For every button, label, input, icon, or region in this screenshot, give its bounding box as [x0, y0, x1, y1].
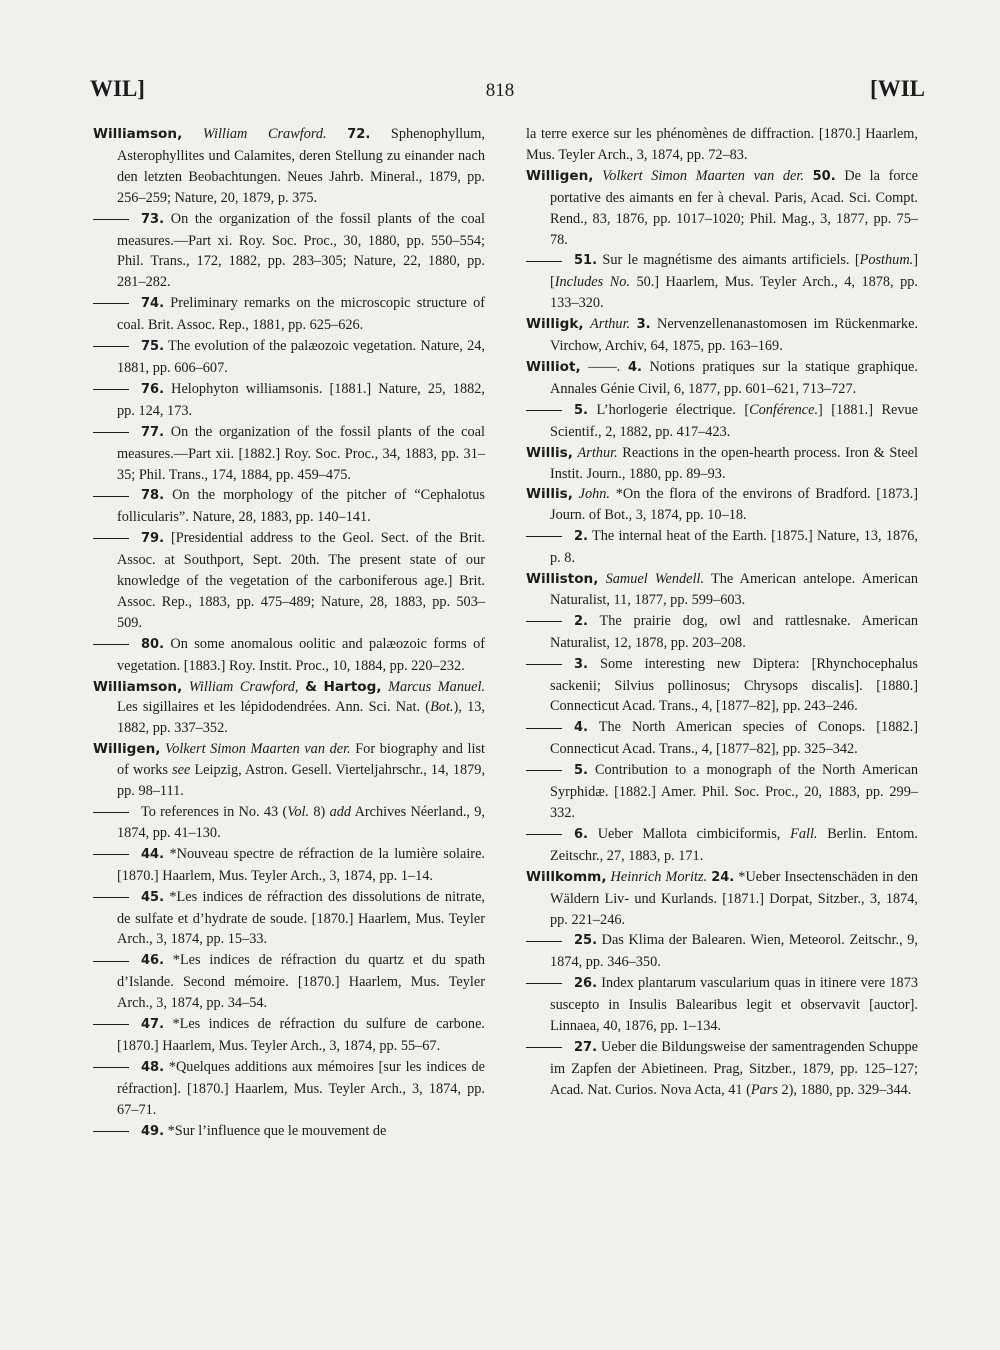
work-entry: [93, 336, 485, 379]
ditto-dash: [526, 717, 574, 738]
work-citation: Index plantarum vascularium quas in itinere vere 1873 suscepto in Insulis Balearibus legit et observavit [auctor]. Linnaea, 40, 1876, pp. 1–134.: [550, 975, 918, 1035]
work-number: 73.: [141, 211, 165, 227]
work-number: 4.: [627, 359, 642, 375]
work-citation: De la force portative des aimants en fer à cheval. Paris, Acad. Sci. Compt. Rend., 83, 1876, pp. 1017–1020; Phil. Mag., 3, 1877, pp. 75–78.: [550, 167, 919, 248]
author-entry-willkomm: [526, 867, 918, 931]
work-number: 51.: [574, 253, 598, 269]
work-citation: ] [: [550, 252, 918, 291]
work-number: 6.: [574, 826, 588, 842]
ditto-dash: [93, 209, 141, 230]
author-given-names: Volkert Simon Maarten van der.: [602, 167, 804, 184]
work-entry: [93, 379, 485, 422]
left-column: [93, 124, 485, 1143]
series-abbrev: Bot.: [430, 699, 454, 716]
work-entry: [93, 422, 485, 486]
work-citation: Preliminary remarks on the microscopic structure of coal. Brit. Assoc. Rep., 1881, pp. 625–626.: [117, 295, 485, 334]
work-entry: [526, 654, 918, 718]
work-citation: *Nouveau spectre de réfraction de la lumière solaire. [1870.] Haarlem, Mus. Teyler Arch., 3, 1874, pp. 1–14.: [117, 845, 485, 884]
author-given-names: ——.: [588, 358, 621, 375]
work-citation: *Les indices de réfraction des dissolutions de nitrate, de sulfate et d’hydrate de soude. [1870.] Haarlem, Mus. Teyler Arch., 3, 1874, pp. 15–33.: [117, 888, 486, 948]
ditto-dash: [93, 293, 141, 314]
work-citation: 2), 1880, pp. 329–344.: [781, 1081, 912, 1098]
work-citation: L’horlogerie électrique. [: [596, 401, 750, 418]
ditto-dash: [526, 250, 574, 271]
running-head-right: [WIL: [870, 76, 925, 101]
coauthor-name: Hartog,: [323, 678, 382, 695]
ditto-dash: [93, 1014, 141, 1035]
ditto-dash: [93, 379, 141, 400]
work-citation: The evolution of the palæozoic vegetation. Nature, 24, 1881, pp. 606–607.: [117, 338, 485, 376]
biography-note: For biography and list of works: [117, 741, 485, 779]
work-citation: Nervenzellenanastomosen im Rückenmarke. Virchow, Archiv, 64, 1875, pp. 163–169.: [550, 316, 918, 355]
author-entry-willigen: [93, 739, 485, 802]
work-citation: On some anomalous oolitic and palæozoic forms of vegetation. [1883.] Roy. Instit. Proc., 10, 1884, pp. 220–232.: [117, 635, 485, 674]
author-name: Willkomm,: [526, 868, 607, 885]
work-number: 49.: [141, 1123, 165, 1139]
ditto-dash: [93, 485, 141, 506]
work-number: 45.: [141, 889, 165, 905]
work-number: 50.: [812, 168, 836, 184]
work-number: 5.: [574, 402, 588, 418]
work-citation: On the morphology of the pitcher of “Cephalotus follicularis”. Nature, 28, 1883, pp. 140–141.: [117, 487, 485, 526]
see-reference: see: [172, 762, 191, 779]
work-number: 27.: [574, 1039, 598, 1055]
author-abbrev: Fall.: [790, 825, 818, 842]
author-entry-willis-arthur: [526, 443, 918, 485]
work-citation: *Ueber Insectenschäden in den Wäldern Liv- und Kurlands. [1871.] Dorpat, Sitzber., 3, 1874, pp. 221–246.: [550, 868, 918, 928]
work-entry: [526, 526, 918, 569]
author-entry-williamson-hartog: [93, 677, 485, 740]
work-entry: [526, 824, 918, 867]
work-number: 25.: [574, 933, 598, 949]
author-entry-williot: [526, 357, 918, 400]
work-number: 44.: [141, 846, 165, 862]
work-number: 48.: [141, 1059, 165, 1075]
work-citation: Notions pratiques sur la statique graphique. Annales Génie Civil, 6, 1877, pp. 601–621, 713–727.: [550, 358, 918, 397]
work-number: 2.: [574, 529, 588, 545]
work-citation: Sphenophyllum, Asterophyllites und Calamites, deren Stellung zu einander nach den letzten Beobachtungen. Neues Jahrb. Mineral., 1879, pp. 256–259; Nature, 20, 1879, p. 375.: [117, 126, 485, 206]
posthum-label: Posthum.: [859, 252, 914, 269]
work-citation: *Sur l’influence que le mouvement de: [167, 1122, 387, 1139]
references-addendum: [93, 802, 485, 844]
work-citation: Sur le magnétisme des aimants artificiels. [: [602, 252, 860, 269]
author-name: Willis,: [526, 444, 573, 461]
author-entry-williston: [526, 569, 918, 611]
ditto-dash: [526, 973, 574, 994]
work-number: 47.: [141, 1017, 165, 1033]
ditto-dash: [526, 526, 574, 547]
work-entry: [526, 1037, 918, 1101]
work-citation: ] [1881.] Revue Scientif., 2, 1882, pp. 417–423.: [550, 401, 919, 440]
ditto-dash: [93, 1121, 141, 1142]
work-entry: [526, 760, 918, 824]
conference-label: Conférence.: [749, 401, 819, 418]
work-citation: On the organization of the fossil plants of the coal measures.—Part xii. [1882.] Roy. Soc. Proc., 34, 1883, pp. 31–35; Phil. Trans., 174, 1884, pp. 459–475.: [117, 423, 485, 483]
ditto-dash: [526, 400, 574, 421]
ditto-dash: [526, 930, 574, 951]
ditto-dash: [93, 887, 141, 908]
ditto-dash: [93, 336, 141, 357]
work-citation: *Quelques additions aux mémoires [sur les indices de réfraction]. [1870.] Haarlem, Mus. Teyler Arch., 3, 1874, pp. 67–71.: [117, 1058, 486, 1118]
work-number: 2.: [574, 613, 588, 629]
ditto-dash: [526, 760, 574, 781]
ditto-dash: [526, 654, 574, 675]
work-citation: Berlin. Entom. Zeitschr., 27, 1883, p. 171.: [550, 825, 918, 864]
author-name: Willigk,: [526, 316, 584, 333]
work-number: 4.: [574, 720, 588, 736]
work-number: 78.: [141, 488, 165, 504]
work-citation: On the organization of the fossil plants of the coal measures.—Part xi. Roy. Soc. Proc., 30, 1880, pp. 550–554; Phil. Trans., 172, 1882, pp. 283–305; Nature, 22, 1880, pp. 281–282.: [117, 210, 485, 291]
work-entry: [93, 528, 485, 634]
work-citation: Helophyton williamsonis. [1881.] Nature, 25, 1882, pp. 124, 173.: [117, 380, 485, 419]
work-entry: [526, 611, 918, 654]
author-given-names: Arthur.: [590, 316, 631, 333]
work-entry: [526, 250, 918, 314]
addendum-text: Archives Néerland., 9, 1874, pp. 41–130.: [117, 804, 485, 841]
work-citation-end: ), 13, 1882, pp. 337–352.: [117, 699, 486, 737]
author-given-names: William Crawford.: [202, 126, 327, 142]
author-given-names: Samuel Wendell.: [605, 571, 705, 588]
work-citation: The North American species of Conops. [1882.] Connecticut Acad. Trans., 4, [1877–82], pp. 325–342.: [550, 719, 918, 758]
work-number: 46.: [141, 953, 165, 969]
addendum-text: 8): [313, 804, 326, 820]
right-column: [526, 124, 918, 1101]
author-given-names: John.: [578, 486, 610, 503]
work-citation: [Presidential address to the Geol. Sect. of the Brit. Assoc. at Southport, Sept. 20th. The present state of our knowledge of the vegetation of the carboniferous age.] Brit. Assoc. Rep., 1883, pp. 475–489; Nature, 28, 1883, pp. 503–509.: [117, 530, 486, 631]
author-name: Williot,: [526, 358, 581, 375]
work-number: 76.: [141, 381, 165, 397]
running-head-left: WIL]: [90, 76, 145, 101]
work-citation: Contribution to a monograph of the North American Syrphidæ. [1882.] Amer. Phil. Soc. Proc., 20, 1883, pp. 299–332.: [550, 762, 918, 821]
work-number: 24.: [711, 869, 735, 885]
work-entry: [526, 400, 918, 443]
work-entry: [93, 293, 485, 336]
author-name: Williston,: [526, 571, 599, 588]
work-number: 3.: [574, 656, 588, 672]
work-number: 3.: [636, 317, 651, 333]
author-given-names: Heinrich Moritz.: [610, 868, 708, 885]
work-entry: [93, 1014, 485, 1057]
work-number: 72.: [347, 127, 371, 142]
biography-source: Leipzig, Astron. Gesell. Vierteljahrschr., 14, 1879, pp. 98–111.: [117, 762, 486, 800]
work-number: 74.: [141, 296, 165, 312]
ditto-dash: [93, 528, 141, 549]
ditto-dash: [93, 634, 141, 655]
work-citation: *On the flora of the environs of Bradford. [1873.] Journ. of Bot., 3, 1874, pp. 10–18.: [550, 486, 918, 524]
author-name: Willis,: [526, 486, 573, 503]
work-entry: [526, 717, 918, 760]
work-citation: Some interesting new Diptera: [Rhynchocephalus sackenii; Silvius pollinosus; Chrysops discalis]. [1880.] Connecticut Acad. Trans., 4, [1877–82], pp. 243–246.: [550, 655, 919, 715]
ditto-dash: [526, 1037, 574, 1058]
work-number: 75.: [141, 339, 165, 355]
work-citation: The prairie dog, owl and rattlesnake. American Naturalist, 12, 1878, pp. 203–208.: [550, 612, 918, 651]
author-name: Willigen,: [93, 741, 161, 758]
ditto-dash: [93, 1057, 141, 1078]
work-citation: *Les indices de réfraction du sulfure de carbone. [1870.] Haarlem, Mus. Teyler Arch., 3, 1874, pp. 55–67.: [117, 1016, 486, 1054]
addendum-text: To references in No. 43 (: [141, 804, 288, 820]
work-citation: Reactions in the open-hearth process. Iron & Steel Instit. Journ., 1880, pp. 89–93.: [550, 444, 918, 482]
vol-label: Vol.: [287, 804, 310, 820]
work-citation-continued: la terre exerce sur les phénomènes de diffraction. [1870.] Haarlem, Mus. Teyler Arch., 3, 1874, pp. 72–83.: [526, 126, 918, 163]
work-number: 77.: [141, 424, 165, 440]
ditto-dash: [526, 611, 574, 632]
ditto-dash: [93, 950, 141, 971]
ditto-dash: [93, 422, 141, 443]
work-entry: [526, 973, 918, 1037]
author-name: Williamson,: [93, 678, 183, 695]
work-entry: [93, 634, 485, 677]
work-number: 79.: [141, 531, 165, 547]
author-given-names: Volkert Simon Maarten van der.: [165, 741, 351, 758]
author-entry-willigen: [526, 166, 918, 251]
work-citation: Das Klima der Balearen. Wien, Meteorol. Zeitschr., 9, 1874, pp. 346–350.: [550, 932, 918, 971]
work-citation: Les sigillaires et les lépidodendrées. Ann. Sci. Nat. (: [117, 699, 431, 716]
work-citation: Ueber Mallota cimbiciformis,: [597, 825, 781, 842]
ampersand: &: [305, 678, 317, 695]
author-given-names: Arthur.: [577, 444, 618, 461]
ditto-dash: [93, 844, 141, 865]
work-entry: [93, 844, 485, 887]
page-number: 818: [485, 80, 515, 101]
work-entry: [93, 950, 485, 1014]
work-citation: Ueber die Bildungsweise der samentragenden Schuppe im Zapfen der Abietineen. Prag, Sitzber., 1879, pp. 125–127; Acad. Nat. Curios. Nova Acta, 41 (: [550, 1038, 918, 1098]
ditto-dash: [526, 824, 574, 845]
pars-label: Pars: [750, 1081, 778, 1098]
author-entry-willis-john: [526, 484, 918, 526]
author-entry-williamson: [93, 124, 485, 209]
work-entry: [93, 887, 485, 951]
work-citation: The internal heat of the Earth. [1875.] Nature, 13, 1876, p. 8.: [550, 528, 919, 567]
includes-label: Includes No.: [554, 274, 630, 291]
author-name: Williamson,: [93, 126, 183, 142]
work-citation: The American antelope. American Naturalist, 11, 1877, pp. 599–603.: [550, 571, 918, 608]
add-label: add: [329, 804, 352, 820]
work-entry: [526, 930, 918, 973]
work-number: 26.: [574, 976, 598, 992]
work-entry: [93, 1121, 485, 1143]
work-entry: [93, 209, 485, 294]
work-number: 80.: [141, 636, 165, 652]
ditto-dash: [93, 802, 141, 823]
work-citation: *Les indices de réfraction du quartz et du spath d’Islande. Second mémoire. [1870.] Haarlem, Mus. Teyler Arch., 3, 1874, pp. 34–54.: [117, 952, 486, 1012]
author-name: Willigen,: [526, 167, 594, 184]
work-number: 5.: [574, 763, 588, 779]
work-entry: [93, 485, 485, 528]
work-citation: 50.] Haarlem, Mus. Teyler Arch., 4, 1878, pp. 133–320.: [550, 274, 918, 312]
author-given-names: William Crawford,: [188, 678, 299, 695]
work-entry: [93, 1057, 485, 1121]
coauthor-given-names: Marcus Manuel.: [388, 678, 486, 695]
author-entry-willigk: [526, 314, 918, 357]
